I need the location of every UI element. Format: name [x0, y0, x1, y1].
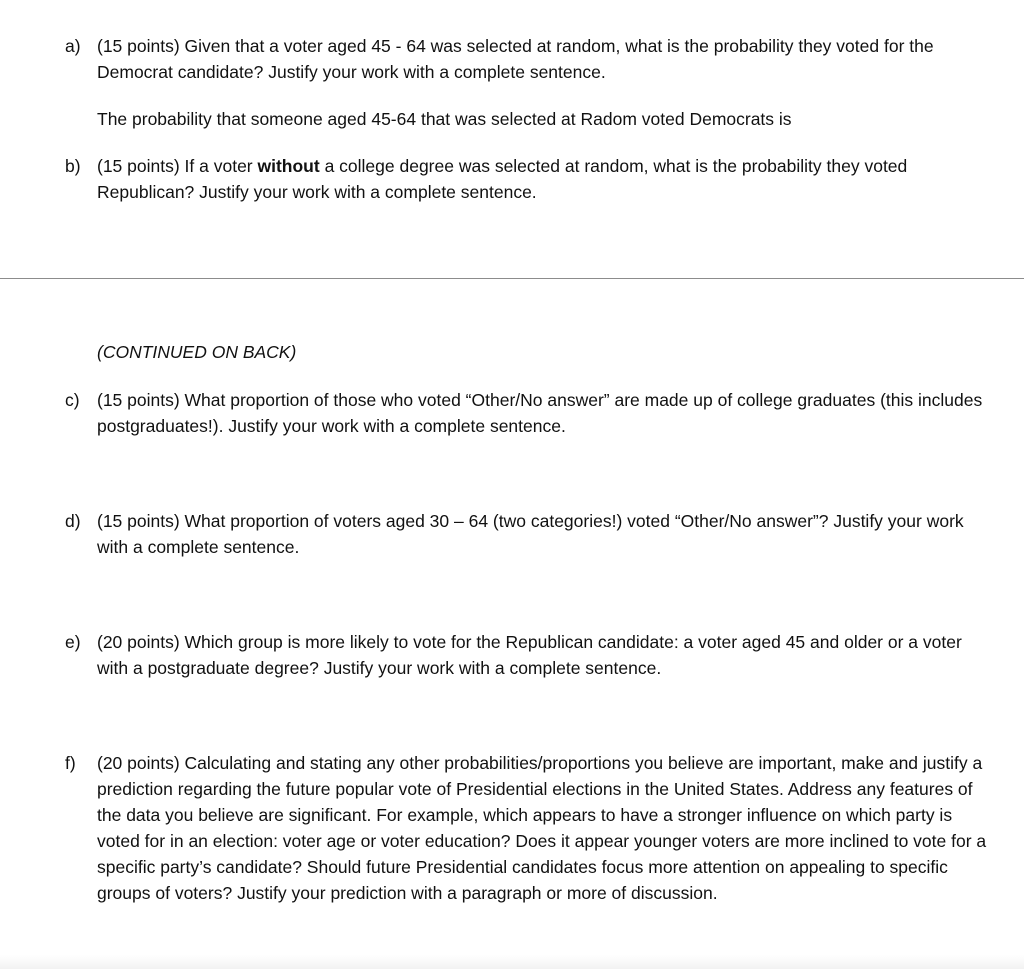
question-a-text: (15 points) Given that a voter aged 45 - 64 was selected at random, what is the probability they voted for the Democrat candidate? Justify your work with a complete sentence. — [97, 36, 934, 82]
question-f-marker: f) — [65, 753, 76, 773]
question-b-text-before: (15 points) If a voter — [97, 156, 258, 176]
question-c-text: (15 points) What proportion of those who voted “Other/No answer” are made up of college graduates (this includes postgraduates!). Justify your work with a complete sentence. — [97, 390, 983, 436]
question-b-text — [97, 153, 995, 205]
question-a-marker: a) — [65, 36, 81, 56]
question-d-marker: d) — [65, 511, 81, 531]
question-b-text-after: a college degree was selected at random, what is the probability they voted Republican? Justify your work with a complete sentence. — [97, 156, 908, 202]
question-e-marker: e) — [65, 632, 81, 652]
question-e — [65, 629, 995, 681]
question-e-text: (20 points) Which group is more likely to vote for the Republican candidate: a voter aged 45 and older or a voter with a postgraduate degree? Justify your work with a complete sentence. — [97, 632, 962, 678]
question-d — [65, 508, 995, 560]
question-d-text: (15 points) What proportion of voters aged 30 – 64 (two categories!) voted “Other/No answer”? Justify your work with a complete sentence. — [97, 511, 964, 557]
page-bottom-shadow — [0, 955, 1024, 969]
question-a-answer: The probability that someone aged 45-64 that was selected at Radom voted Democrats is — [97, 109, 792, 129]
page-divider — [0, 278, 1024, 279]
question-b-text-bold: without — [257, 156, 320, 176]
question-b — [65, 153, 995, 205]
question-f-text: (20 points) Calculating and stating any other probabilities/proportions you believe are important, make and justify a prediction regarding the future popular vote of Presidential elections in the United States. Address any features of the data you believe are significant. For example, which appears to have a stronger influence on which party is voted for in an election: voter age or voter education? Does it appear younger voters are more inclined to vote for a specific party’s candidate? Should future Presidential candidates focus more attention on appealing to specific groups of voters? Justify your prediction with a paragraph or more of discussion. — [97, 753, 987, 903]
question-b-marker: b) — [65, 156, 81, 176]
question-c — [65, 387, 995, 439]
question-c-marker: c) — [65, 390, 80, 410]
question-a — [65, 33, 995, 85]
continued-note: (CONTINUED ON BACK) — [97, 342, 297, 362]
question-f — [65, 750, 995, 906]
